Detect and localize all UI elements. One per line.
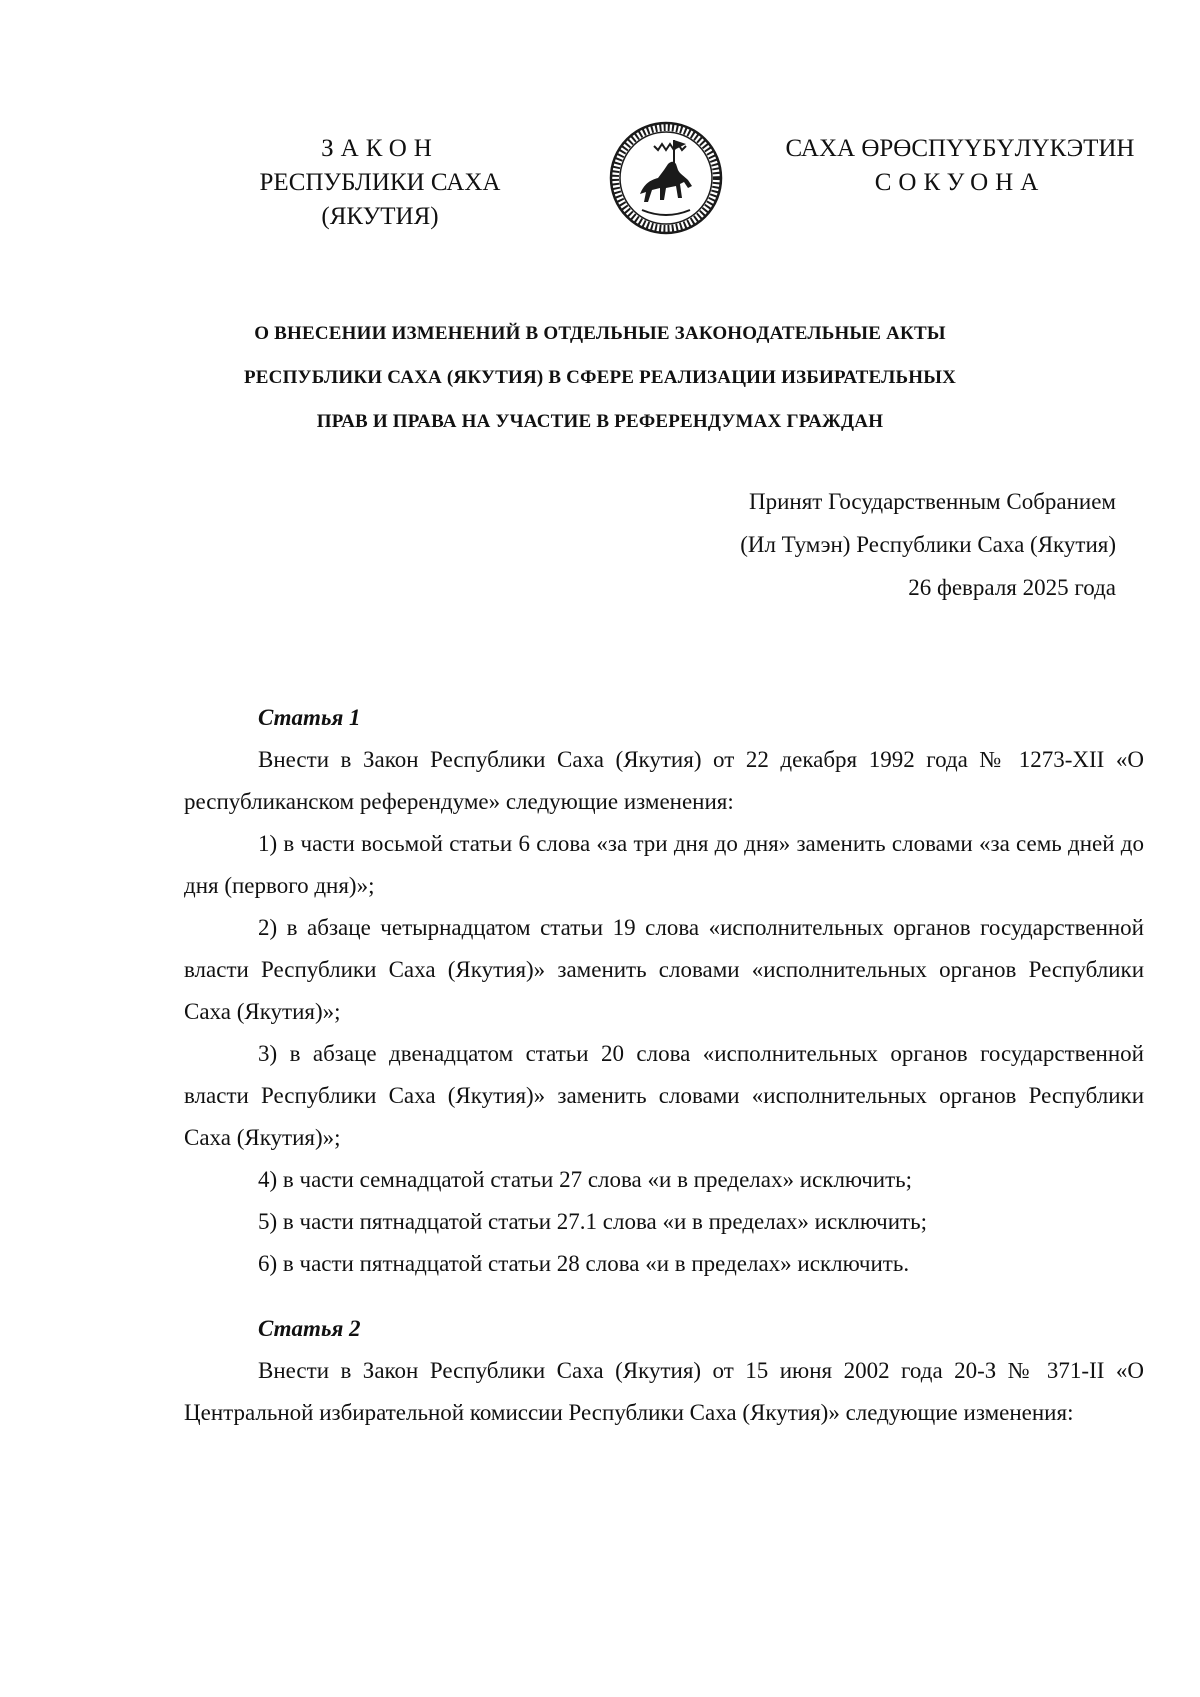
header-sakha-law-word: СОКУОНА — [874, 169, 1046, 196]
header-russian-block — [200, 132, 560, 234]
article-1-item-3: 3) в абзаце двенадцатом статьи 20 слова «исполнительных органов государственной власти Республики Саха (Якутия)» заменить словами «исполнительных органов Республики Саха (Якутия)»; — [184, 1041, 1144, 1150]
coat-of-arms-icon — [608, 120, 724, 236]
header-sakha-block — [770, 132, 1150, 200]
title-line-3: ПРАВ И ПРАВА НА УЧАСТИЕ В РЕФЕРЕНДУМАХ ГРАЖДАН — [316, 411, 884, 432]
article-2-intro: Внести в Закон Республики Саха (Якутия) от 15 июня 2002 года 20-З № 371-II «О Центральной избирательной комиссии Республики Саха (Якутия)» следующие изменения: — [184, 1358, 1144, 1425]
header-law-word: ЗАКОН — [321, 135, 439, 162]
document-title — [140, 312, 1060, 444]
adoption-line-1: Принят Государственным Собранием — [748, 489, 1116, 514]
article-1-item-1: 1) в части восьмой статьи 6 слова «за три дня до дня» заменить словами «за семь дней до дня (первого дня)»; — [184, 831, 1144, 898]
article-1-heading: Статья 1 — [258, 705, 361, 730]
article-1-item-4: 4) в части семнадцатой статьи 27 слова «и в пределах» исключить; — [258, 1167, 913, 1192]
adoption-note — [740, 480, 1116, 609]
header-sakha-republic: САХА ӨРӨСПҮҮБҮЛҮКЭТИН — [785, 135, 1135, 162]
header-republic-name: РЕСПУБЛИКИ САХА (ЯКУТИЯ) — [259, 169, 501, 230]
title-line-2: РЕСПУБЛИКИ САХА (ЯКУТИЯ) В СФЕРЕ РЕАЛИЗАЦИИ ИЗБИРАТЕЛЬНЫХ — [243, 367, 957, 388]
adoption-date: 26 февраля 2025 года — [908, 575, 1116, 600]
article-1-item-6: 6) в части пятнадцатой статьи 28 слова «и в пределах» исключить. — [258, 1251, 910, 1276]
article-2 — [184, 1308, 1144, 1434]
adoption-line-2: (Ил Тумэн) Республики Саха (Якутия) — [740, 532, 1116, 557]
document-header — [0, 132, 1200, 242]
title-line-1: О ВНЕСЕНИИ ИЗМЕНЕНИЙ В ОТДЕЛЬНЫЕ ЗАКОНОДАТЕЛЬНЫЕ АКТЫ — [254, 323, 946, 344]
article-2-heading: Статья 2 — [258, 1316, 361, 1341]
article-1-item-5: 5) в части пятнадцатой статьи 27.1 слова «и в пределах» исключить; — [258, 1209, 927, 1234]
article-1-item-2: 2) в абзаце четырнадцатом статьи 19 слова «исполнительных органов государственной власти Республики Саха (Якутия)» заменить словами «исполнительных органов Республики Саха (Якутия)»; — [184, 915, 1144, 1024]
article-1-intro: Внести в Закон Республики Саха (Якутия) от 22 декабря 1992 года № 1273-XII «О республиканском референдуме» следующие изменения: — [184, 747, 1144, 814]
article-1 — [184, 697, 1144, 1285]
